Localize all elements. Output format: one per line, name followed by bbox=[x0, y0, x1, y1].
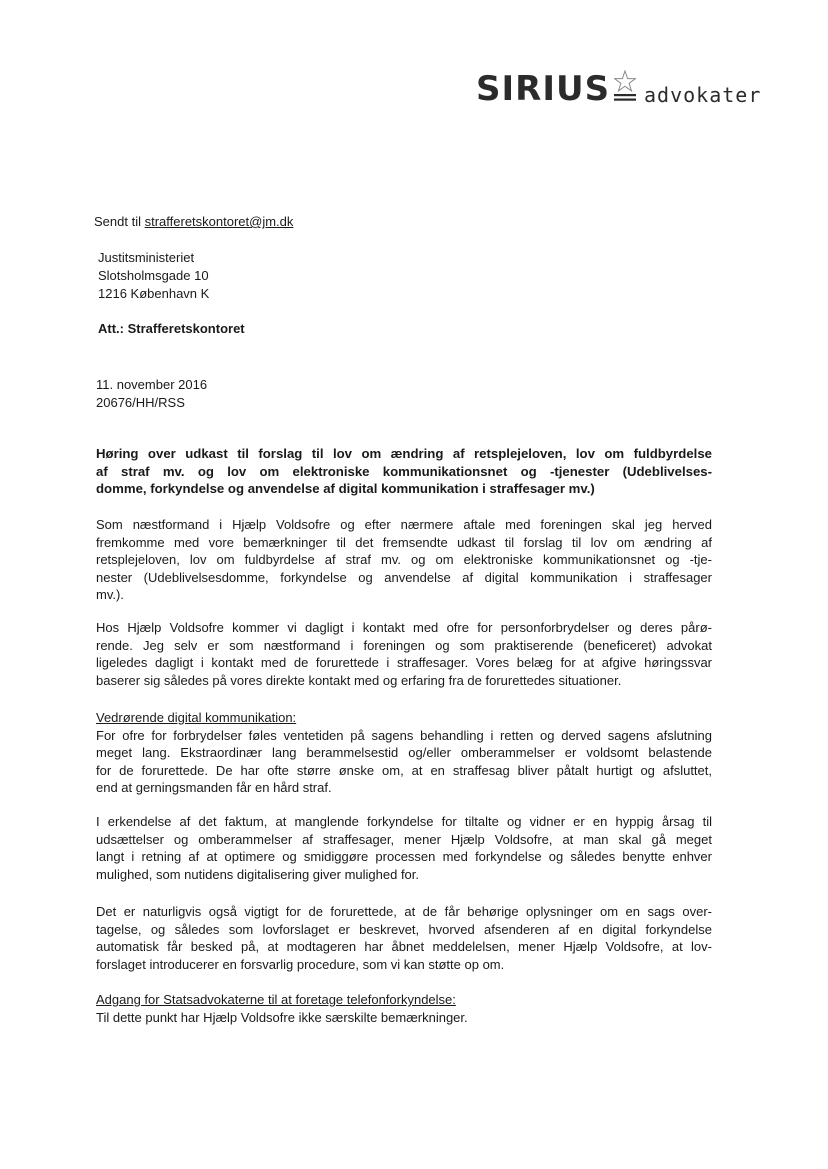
attention-line: Att.: Strafferetskontoret bbox=[98, 321, 245, 336]
section-phone-service bbox=[96, 991, 712, 1026]
paragraph-line: mv.). bbox=[96, 587, 124, 603]
paragraph-line: For ofre for forbrydelser føles ventetiden på sagens behandling i retten og derved sagens afslutning bbox=[96, 727, 712, 743]
paragraph-line: tagelse, og således som lovforslaget er beskrevet, hvorved afsenderen af en digital forkyndelse bbox=[96, 921, 712, 937]
paragraph-line: udsættelser og omberammelser af straffesager, mener Hjælp Voldsofre, at man skal gå meget bbox=[96, 831, 712, 847]
paragraph-line: rende. Jeg selv er som næstformand i foreningen og som praktiserende (beneficeret) advokat bbox=[96, 637, 712, 653]
section-subheading: Vedrørende digital kommunikation: bbox=[96, 710, 297, 725]
paragraph-line: mulighed, som nutidens digitalisering giver mulighed for. bbox=[96, 866, 420, 882]
recipient-city: 1216 København K bbox=[98, 286, 210, 301]
paragraph-line: I erkendelse af det faktum, at manglende forkyndelse for tiltalte og vidner er en hyppig årsag til bbox=[96, 814, 712, 829]
letter-date: 11. november 2016 bbox=[96, 377, 208, 392]
paragraph-line: ligeledes dagligt i kontakt med de forurettede i straffesager. Vores belæg for at afgive høringssvar bbox=[96, 655, 712, 671]
paragraph-intro bbox=[96, 516, 712, 604]
recipient-name: Justitsministeriet bbox=[98, 250, 195, 265]
sent-to-line bbox=[94, 213, 293, 230]
sent-to-prefix: Sendt til bbox=[94, 214, 141, 229]
paragraph-line: fremkomme med vore bemærkninger til det fremsendte udkast til forslag til lov om ændring af bbox=[96, 534, 712, 550]
recipient-street: Slotsholmsgade 10 bbox=[98, 268, 209, 283]
heading-line: af straf mv. og lov om elektroniske kommunikationsnet og -tjenester (Udeblivelses- bbox=[96, 463, 712, 479]
paragraph-background bbox=[96, 619, 712, 689]
reference-number: 20676/HH/RSS bbox=[96, 395, 185, 410]
paragraph-line: forslaget introducerer en forsvarlig procedure, som vi kan støtte op om. bbox=[96, 956, 505, 972]
paragraph-line: Det er naturligvis også vigtigt for de forurettede, at de får behørige oplysninger om en sags over- bbox=[96, 904, 712, 919]
paragraph-line: automatisk får besked på, at modtageren har åbnet meddelelsen, mener Hjælp Voldsofre, at lov- bbox=[96, 939, 712, 955]
paragraph-line: nester (Udeblivelsesdomme, forkyndelse og anvendelse af digital kommunikation i straffesager bbox=[96, 569, 712, 585]
section-digital-communication bbox=[96, 709, 712, 797]
heading-line: domme, forkyndelse og anvendelse af digital kommunikation i straffesager mv.) bbox=[96, 481, 595, 496]
paragraph-line: Som næstformand i Hjælp Voldsofre og efter nærmere aftale med foreningen skal jeg herved bbox=[96, 517, 712, 532]
paragraph-line: end at gerningsmanden får en hård straf. bbox=[96, 780, 332, 796]
paragraph-service-of-process bbox=[96, 813, 712, 883]
paragraph-line: Til dette punkt har Hjælp Voldsofre ikke særskilte bemærkninger. bbox=[96, 1009, 468, 1025]
paragraph-line: baserer sig således på vores direkte kontakt med og erfaring fra de forurettedes situationer. bbox=[96, 672, 622, 688]
email-link[interactable]: strafferetskontoret@jm.dk bbox=[144, 214, 294, 229]
paragraph-information bbox=[96, 903, 712, 973]
paragraph-line: for de forurettede. De har ofte større ønske om, at en straffesag bliver påtalt hurtigt og afsluttet, bbox=[96, 762, 712, 778]
heading-line: Høring over udkast til forslag til lov om ændring af retsplejeloven, lov om fuldbyrdelse bbox=[96, 446, 712, 461]
paragraph-line: retsplejeloven, lov om fuldbyrdelse af straf mv. og om elektroniske kommunikationsnet og -tje- bbox=[96, 552, 712, 568]
paragraph-line: Hos Hjælp Voldsofre kommer vi dagligt i kontakt med ofre for personforbrydelser og deres pårø- bbox=[96, 620, 712, 635]
section-subheading: Adgang for Statsadvokaterne til at foretage telefonforkyndelse: bbox=[96, 992, 456, 1007]
logo-brand: SIRIUS bbox=[476, 69, 611, 109]
paragraph-line: meget lang. Ekstraordinær lang berammelsestid og/eller omberammelser er voldsomt belastende bbox=[96, 745, 712, 761]
logo-subtitle: advokater bbox=[644, 83, 762, 107]
letter-heading bbox=[96, 445, 712, 498]
paragraph-line: langt i retning af at optimere og smidiggøre processen med forkyndelse og således benytte enhver bbox=[96, 849, 712, 865]
star-icon bbox=[614, 70, 636, 102]
